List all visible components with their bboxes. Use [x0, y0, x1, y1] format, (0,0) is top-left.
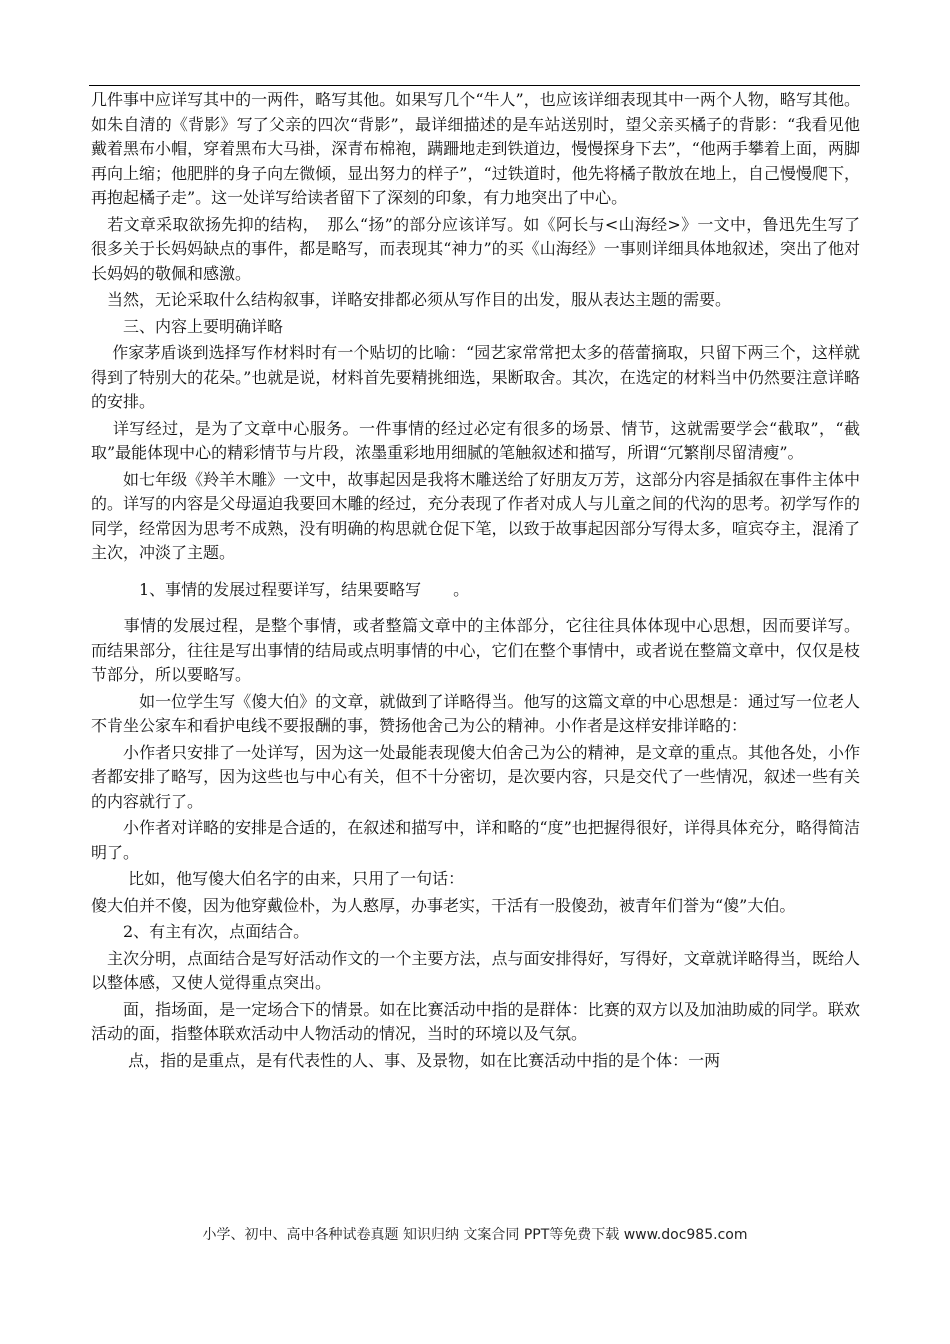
paragraph: 傻大伯并不傻，因为他穿戴俭朴，为人憨厚，办事老实，干活有一股傻劲，被青年们誉为“傻”大伯。 [91, 895, 796, 915]
spacer [91, 604, 860, 614]
paragraph: 如一位学生写《傻大伯》的文章，就做到了详略得当。他写的这篇文章的中心思想是：通过写一位老人不肯坐公家车和看护电线不要报酬的事，赞扬他舍己为公的精神。小作者是这样安排详略的： [91, 691, 860, 735]
paragraph: 面，指场面，是一定场合下的情景。如在比赛活动中指的是群体：比赛的双方以及加油助威的同学。联欢活动的面，指整体联欢活动中人物活动的情况，当时的环境以及气氛。 [91, 999, 860, 1043]
paragraph: 几件事中应详写其中的一两件，略写其他。如果写几个“牛人”，也应该详细表现其中一两个人物，略写其他。 如朱自清的《背影》写了父亲的四次“背影”，最详细描述的是车站送别时，望父亲买橘子的背影：“我看见他戴着黑布小帽，穿着黑布大马褂，深青布棉袍，蹒跚地走到铁道边，慢慢探身下去”，“他两手攀着上面，两脚再向上缩；他肥胖的身子向左微倾，显出努力的样子”，“过铁道时，他先将橘子散放在地上，自己慢慢爬下，再抱起橘子走”。这一处详写给读者留下了深刻的印象，有力地突出了中心。 [91, 90, 860, 207]
paragraph: 若文章采取欲扬先抑的结构， 那么“扬”的部分应该详写。如《阿长与<山海经>》一文中，鲁迅先生写了很多关于长妈妈缺点的事件，都是略写，而表现其“神力”的买《山海经》一事则详细具体地叙述，突出了他对长妈妈的敬佩和感激。 [91, 214, 860, 283]
subheading: 1、事情的发展过程要详写，结果要略写 。 [91, 579, 470, 599]
section-heading: 三、内容上要明确详略 [91, 316, 284, 336]
paragraph: 小作者只安排了一处详写，因为这一处最能表现傻大伯舍己为公的精神，是文章的重点。其他各处，小作者都安排了略写，因为这些也与中心有关，但不十分密切，是次要内容，只是交代了一些情况，叙述一些有关的内容就行了。 [91, 742, 860, 811]
paragraph: 如七年级《羚羊木雕》一文中，故事起因是我将木雕送给了好朋友万芳，这部分内容是插叙在事件主体中的。详写的内容是父母逼迫我要回木雕的经过，充分表现了作者对成人与儿童之间的代沟的思考。初学写作的同学，经常因为思考不成熟，没有明确的构思就仓促下笔，以致于故事起因部分写得太多，喧宾夺主，混淆了主次，冲淡了主题。 [91, 469, 860, 562]
subheading: 2、有主有次，点面结合。 [91, 922, 310, 941]
page-footer: 小学、初中、高中各种试卷真题 知识归纳 文案合同 PPT等免费下载 www.doc985.com [202, 1227, 748, 1243]
spacer [91, 568, 860, 578]
paragraph: 点，指的是重点，是有代表性的人、事、及景物，如在比赛活动中指的是个体：一两 [91, 1050, 721, 1070]
paragraph: 事情的发展过程，是整个事情，或者整篇文章中的主体部分，它往往具体体现中心思想，因而要详写。 而结果部分，往往是写出事情的结局或点明事情的中心，它们在整个事情中，或者说在整篇文章中，仅仅是枝节部分，所以要略写。 [91, 616, 860, 684]
paragraph: 详写经过，是为了文章中心服务。一件事情的经过必定有很多的场景、情节，这就需要学会“截取”，“截取”最能体现中心的精彩情节与片段，浓墨重彩地用细腻的笔触叙述和描写，所谓“冗繁削尽留清瘦”。 [91, 418, 860, 462]
header-rule [89, 85, 860, 86]
paragraph: 作家茅盾谈到选择写作材料时有一个贴切的比喻：“园艺家常常把太多的蓓蕾摘取，只留下两三个，这样就得到了特别大的花朵。”也就是说，材料首先要精挑细选，果断取舍。其次，在选定的材料当中仍然要注意详略的安排。 [91, 343, 860, 411]
document-body [91, 88, 860, 1075]
paragraph: 比如，他写傻大伯名字的由来，只用了一句话： [91, 869, 465, 888]
paragraph: 主次分明，点面结合是写好活动作文的一个主要方法，点与面安排得好，写得好，文章就详略得当，既给人以整体感，又使人觉得重点突出。 [91, 948, 860, 992]
paragraph: 当然，无论采取什么结构叙事，详略安排都必须从写作目的出发，服从表达主题的需要。 [91, 290, 732, 309]
paragraph: 小作者对详略的安排是合适的，在叙述和描写中，详和略的“度”也把握得很好，详得具体充分，略得简洁明了。 [91, 818, 860, 862]
